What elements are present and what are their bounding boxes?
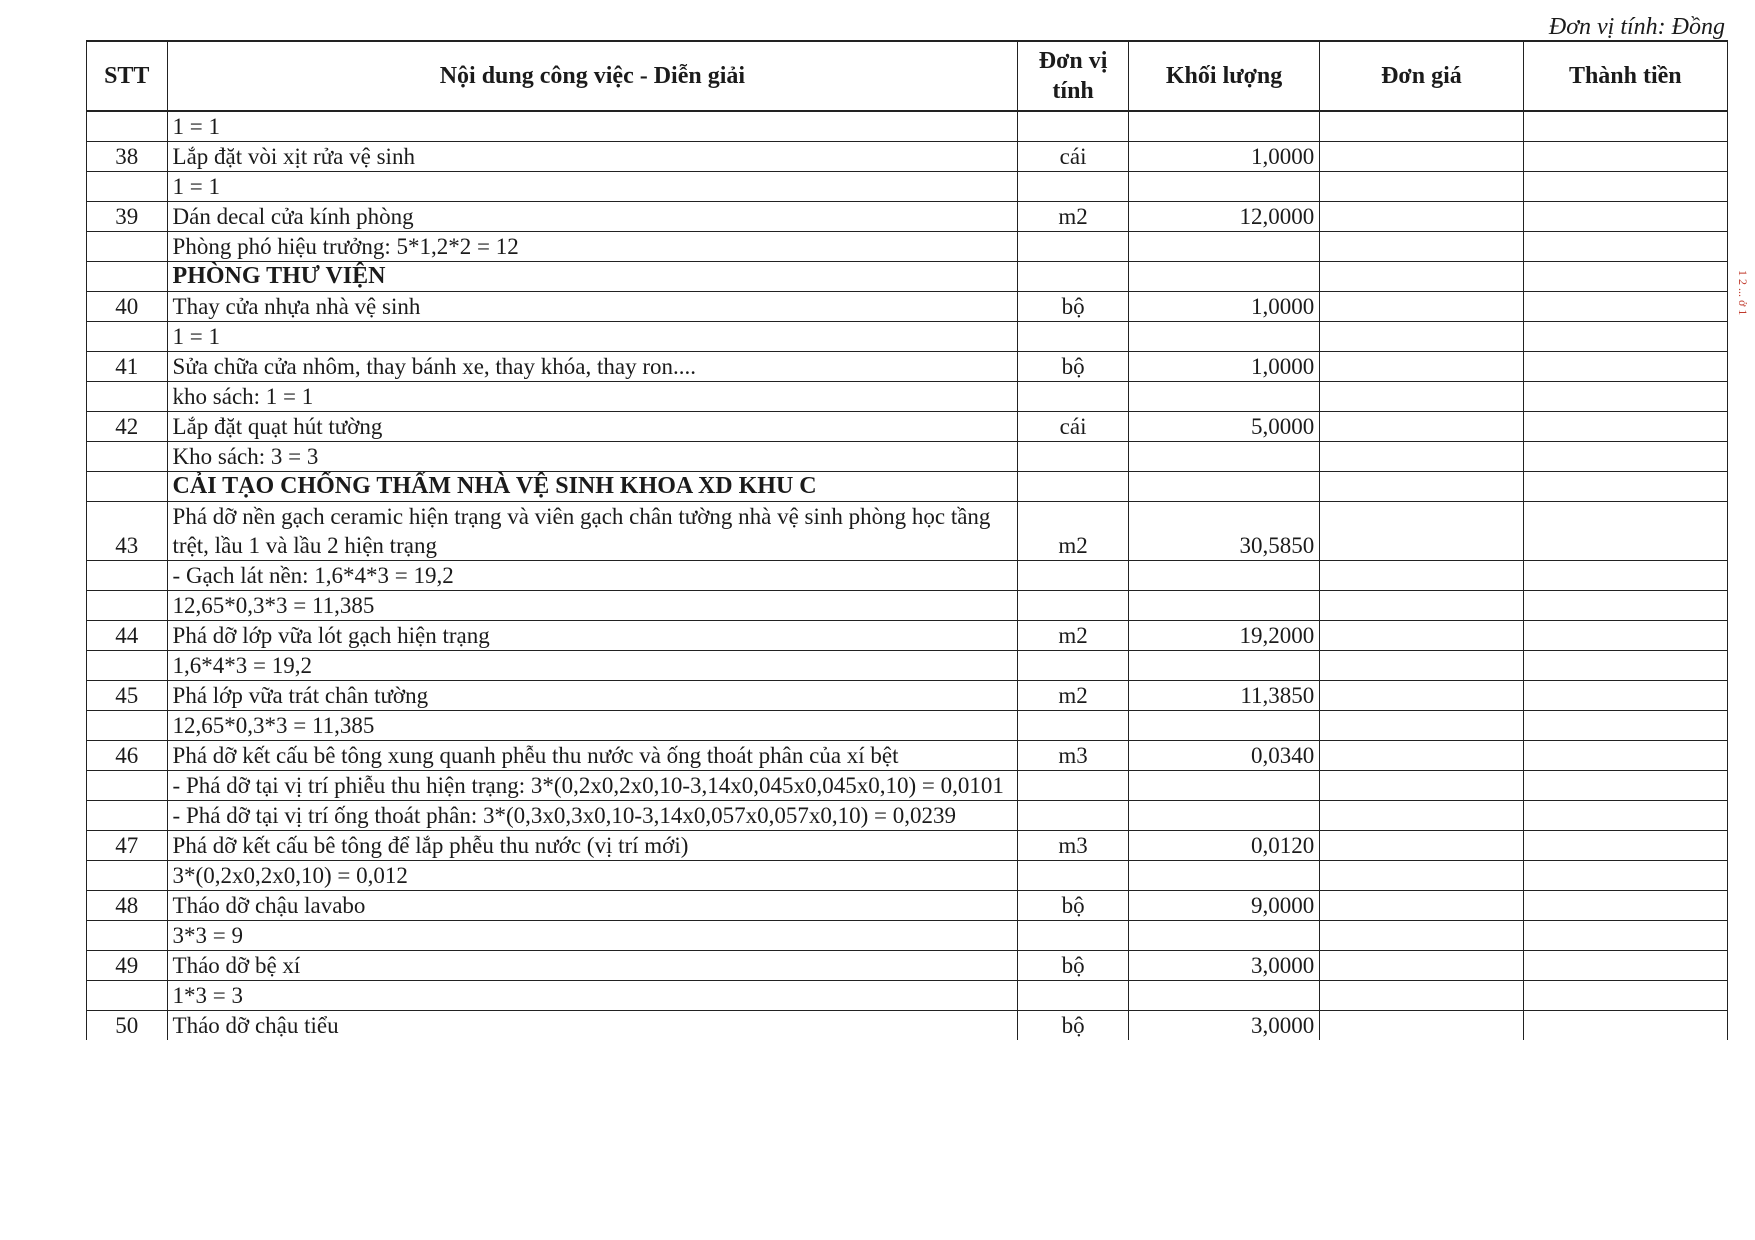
row-stt: 42	[87, 412, 168, 442]
row-description: Phòng phó hiệu trưởng: 5*1,2*2 = 12	[167, 232, 1018, 262]
row-quantity: 1,0000	[1128, 352, 1319, 382]
row-unit-price	[1320, 1011, 1523, 1041]
row-total	[1523, 111, 1727, 142]
row-quantity: 19,2000	[1128, 621, 1319, 651]
row-stt	[87, 921, 168, 951]
row-total	[1523, 711, 1727, 741]
row-description: 1*3 = 3	[167, 981, 1018, 1011]
row-total	[1523, 352, 1727, 382]
row-description: 1,6*4*3 = 19,2	[167, 651, 1018, 681]
row-unit-price	[1320, 921, 1523, 951]
row-stt: 46	[87, 741, 168, 771]
row-total	[1523, 681, 1727, 711]
row-description: Lắp đặt vòi xịt rửa vệ sinh	[167, 142, 1018, 172]
row-total	[1523, 472, 1727, 502]
row-unit-price	[1320, 801, 1523, 831]
row-unit: bộ	[1018, 951, 1129, 981]
row-unit-price	[1320, 111, 1523, 142]
table-row	[87, 142, 1728, 172]
row-unit: m2	[1018, 621, 1129, 651]
row-description: Tháo dỡ chậu tiểu	[167, 1011, 1018, 1041]
row-quantity	[1128, 322, 1319, 352]
row-unit-price	[1320, 741, 1523, 771]
row-unit	[1018, 981, 1129, 1011]
row-quantity: 1,0000	[1128, 142, 1319, 172]
row-total	[1523, 502, 1727, 561]
row-quantity: 12,0000	[1128, 202, 1319, 232]
detail-row	[87, 322, 1728, 352]
row-description: Lắp đặt quạt hút tường	[167, 412, 1018, 442]
row-total	[1523, 292, 1727, 322]
row-total	[1523, 651, 1727, 681]
row-unit-price	[1320, 861, 1523, 891]
row-unit	[1018, 262, 1129, 292]
row-stt: 38	[87, 142, 168, 172]
row-description: Phá lớp vữa trát chân tường	[167, 681, 1018, 711]
row-total	[1523, 442, 1727, 472]
row-unit-price	[1320, 711, 1523, 741]
row-description: - Phá dỡ tại vị trí phiễu thu hiện trạng: 3*(0,2x0,2x0,10-3,14x0,045x0,045x0,10) = 0,0101	[167, 771, 1018, 801]
row-quantity: 30,5850	[1128, 502, 1319, 561]
row-quantity: 3,0000	[1128, 1011, 1319, 1041]
header-quantity: Khối lượng	[1128, 41, 1319, 111]
row-stt: 40	[87, 292, 168, 322]
row-unit: m3	[1018, 831, 1129, 861]
table-row	[87, 352, 1728, 382]
row-stt	[87, 322, 168, 352]
unit-note: Đơn vị tính: Đồng	[1548, 14, 1725, 40]
table-row	[87, 831, 1728, 861]
header-content: Nội dung công việc - Diễn giải	[167, 41, 1018, 111]
row-stt	[87, 801, 168, 831]
row-unit: bộ	[1018, 891, 1129, 921]
row-description: Thay cửa nhựa nhà vệ sinh	[167, 292, 1018, 322]
row-stt: 43	[87, 502, 168, 561]
detail-row	[87, 711, 1728, 741]
row-stt	[87, 472, 168, 502]
row-unit-price	[1320, 142, 1523, 172]
row-unit	[1018, 591, 1129, 621]
row-stt	[87, 442, 168, 472]
row-unit	[1018, 232, 1129, 262]
table-row	[87, 1011, 1728, 1041]
row-total	[1523, 891, 1727, 921]
row-quantity	[1128, 111, 1319, 142]
row-total	[1523, 202, 1727, 232]
row-unit-price	[1320, 831, 1523, 861]
row-unit	[1018, 771, 1129, 801]
row-stt	[87, 172, 168, 202]
header-unit: Đơn vị tính	[1018, 41, 1129, 111]
row-unit-price	[1320, 981, 1523, 1011]
header-unit-price: Đơn giá	[1320, 41, 1523, 111]
row-unit	[1018, 172, 1129, 202]
row-total	[1523, 142, 1727, 172]
row-total	[1523, 262, 1727, 292]
row-quantity: 9,0000	[1128, 891, 1319, 921]
row-unit-price	[1320, 681, 1523, 711]
row-unit-price	[1320, 322, 1523, 352]
detail-row	[87, 801, 1728, 831]
row-quantity	[1128, 981, 1319, 1011]
row-stt	[87, 382, 168, 412]
row-unit-price	[1320, 561, 1523, 591]
row-description: - Phá dỡ tại vị trí ống thoát phân: 3*(0,3x0,3x0,10-3,14x0,057x0,057x0,10) = 0,0239	[167, 801, 1018, 831]
row-stt	[87, 981, 168, 1011]
row-description: 1 = 1	[167, 111, 1018, 142]
row-quantity	[1128, 651, 1319, 681]
row-total	[1523, 591, 1727, 621]
row-description: Phá dỡ kết cấu bê tông xung quanh phễu thu nước và ống thoát phân của xí bệt	[167, 741, 1018, 771]
row-description: - Gạch lát nền: 1,6*4*3 = 19,2	[167, 561, 1018, 591]
row-quantity	[1128, 921, 1319, 951]
row-unit	[1018, 472, 1129, 502]
row-unit	[1018, 801, 1129, 831]
header-stt: STT	[87, 41, 168, 111]
row-unit	[1018, 921, 1129, 951]
row-quantity: 11,3850	[1128, 681, 1319, 711]
row-total	[1523, 322, 1727, 352]
row-unit	[1018, 111, 1129, 142]
detail-row	[87, 232, 1728, 262]
table-row	[87, 202, 1728, 232]
detail-row	[87, 981, 1728, 1011]
row-unit	[1018, 861, 1129, 891]
row-unit-price	[1320, 771, 1523, 801]
row-quantity	[1128, 561, 1319, 591]
detail-row	[87, 172, 1728, 202]
row-unit-price	[1320, 352, 1523, 382]
row-quantity: 1,0000	[1128, 292, 1319, 322]
row-quantity: 5,0000	[1128, 412, 1319, 442]
row-unit: m2	[1018, 202, 1129, 232]
table-body	[87, 111, 1728, 1040]
row-stt: 48	[87, 891, 168, 921]
table-row	[87, 741, 1728, 771]
detail-row	[87, 442, 1728, 472]
row-quantity: 0,0340	[1128, 741, 1319, 771]
row-total	[1523, 861, 1727, 891]
row-quantity	[1128, 771, 1319, 801]
row-unit: m2	[1018, 502, 1129, 561]
row-unit-price	[1320, 951, 1523, 981]
row-unit: bộ	[1018, 1011, 1129, 1041]
row-unit-price	[1320, 262, 1523, 292]
row-stt: 47	[87, 831, 168, 861]
detail-row	[87, 382, 1728, 412]
row-total	[1523, 741, 1727, 771]
row-description: Phá dỡ kết cấu bê tông để lắp phễu thu nước (vị trí mới)	[167, 831, 1018, 861]
row-unit-price	[1320, 472, 1523, 502]
row-stt: 45	[87, 681, 168, 711]
row-unit-price	[1320, 172, 1523, 202]
row-total	[1523, 831, 1727, 861]
row-stt: 39	[87, 202, 168, 232]
row-description: Tháo dỡ chậu lavabo	[167, 891, 1018, 921]
row-stt: 41	[87, 352, 168, 382]
row-quantity	[1128, 591, 1319, 621]
row-quantity: 0,0120	[1128, 831, 1319, 861]
table-row	[87, 621, 1728, 651]
row-unit	[1018, 382, 1129, 412]
row-total	[1523, 382, 1727, 412]
row-unit: m3	[1018, 741, 1129, 771]
row-description: 12,65*0,3*3 = 11,385	[167, 711, 1018, 741]
row-stt: 44	[87, 621, 168, 651]
row-total	[1523, 412, 1727, 442]
row-description: Kho sách: 3 = 3	[167, 442, 1018, 472]
row-description: Tháo dỡ bệ xí	[167, 951, 1018, 981]
row-description: CẢI TẠO CHỐNG THẤM NHÀ VỆ SINH KHOA XD KHU C	[167, 472, 1018, 502]
row-quantity	[1128, 711, 1319, 741]
detail-row	[87, 561, 1728, 591]
row-quantity: 3,0000	[1128, 951, 1319, 981]
row-unit: bộ	[1018, 352, 1129, 382]
row-stt	[87, 561, 168, 591]
row-total	[1523, 921, 1727, 951]
table-row	[87, 951, 1728, 981]
detail-row	[87, 651, 1728, 681]
row-quantity	[1128, 861, 1319, 891]
table-row	[87, 891, 1728, 921]
row-quantity	[1128, 232, 1319, 262]
row-stt	[87, 771, 168, 801]
row-stt	[87, 262, 168, 292]
row-description: kho sách: 1 = 1	[167, 382, 1018, 412]
row-total	[1523, 1011, 1727, 1041]
detail-row	[87, 591, 1728, 621]
row-unit-price	[1320, 502, 1523, 561]
row-unit-price	[1320, 292, 1523, 322]
row-unit: cái	[1018, 142, 1129, 172]
bill-of-quantities-table	[86, 40, 1728, 1040]
row-total	[1523, 801, 1727, 831]
row-total	[1523, 172, 1727, 202]
row-quantity	[1128, 382, 1319, 412]
row-unit-price	[1320, 442, 1523, 472]
detail-row	[87, 771, 1728, 801]
row-description: Dán decal cửa kính phòng	[167, 202, 1018, 232]
row-unit	[1018, 322, 1129, 352]
detail-row	[87, 111, 1728, 142]
section-row	[87, 262, 1728, 292]
row-description: PHÒNG THƯ VIỆN	[167, 262, 1018, 292]
row-quantity	[1128, 442, 1319, 472]
row-unit	[1018, 442, 1129, 472]
row-unit	[1018, 711, 1129, 741]
row-description: 3*(0,2x0,2x0,10) = 0,012	[167, 861, 1018, 891]
row-quantity	[1128, 172, 1319, 202]
table-row	[87, 412, 1728, 442]
row-stt	[87, 232, 168, 262]
header-total: Thành tiền	[1523, 41, 1727, 111]
row-stt	[87, 591, 168, 621]
section-row	[87, 472, 1728, 502]
row-description: Sửa chữa cửa nhôm, thay bánh xe, thay khóa, thay ron....	[167, 352, 1018, 382]
row-stt	[87, 111, 168, 142]
row-unit: m2	[1018, 681, 1129, 711]
row-unit	[1018, 651, 1129, 681]
row-unit-price	[1320, 232, 1523, 262]
row-unit-price	[1320, 651, 1523, 681]
row-description: Phá dỡ lớp vữa lót gạch hiện trạng	[167, 621, 1018, 651]
row-description: 3*3 = 9	[167, 921, 1018, 951]
row-unit-price	[1320, 891, 1523, 921]
row-stt	[87, 651, 168, 681]
table-row	[87, 681, 1728, 711]
row-total	[1523, 561, 1727, 591]
table-row	[87, 502, 1728, 561]
row-unit-price	[1320, 382, 1523, 412]
row-stt: 49	[87, 951, 168, 981]
row-unit-price	[1320, 412, 1523, 442]
row-description: Phá dỡ nền gạch ceramic hiện trạng và viên gạch chân tường nhà vệ sinh phòng học tầng trệt, lầu 1 và lầu 2 hiện trạng	[167, 502, 1018, 561]
table-header-row	[87, 41, 1728, 111]
detail-row	[87, 861, 1728, 891]
row-description: 12,65*0,3*3 = 11,385	[167, 591, 1018, 621]
detail-row	[87, 921, 1728, 951]
row-description: 1 = 1	[167, 322, 1018, 352]
row-unit: bộ	[1018, 292, 1129, 322]
row-stt	[87, 861, 168, 891]
row-total	[1523, 232, 1727, 262]
row-total	[1523, 951, 1727, 981]
row-total	[1523, 771, 1727, 801]
row-unit	[1018, 561, 1129, 591]
row-stt: 50	[87, 1011, 168, 1041]
table-row	[87, 292, 1728, 322]
row-unit-price	[1320, 621, 1523, 651]
row-unit-price	[1320, 591, 1523, 621]
row-stt	[87, 711, 168, 741]
row-unit: cái	[1018, 412, 1129, 442]
edge-stamp: 1 2 ... ở 1	[1736, 270, 1750, 316]
row-quantity	[1128, 262, 1319, 292]
row-description: 1 = 1	[167, 172, 1018, 202]
row-unit-price	[1320, 202, 1523, 232]
row-total	[1523, 981, 1727, 1011]
row-quantity	[1128, 801, 1319, 831]
row-total	[1523, 621, 1727, 651]
row-quantity	[1128, 472, 1319, 502]
